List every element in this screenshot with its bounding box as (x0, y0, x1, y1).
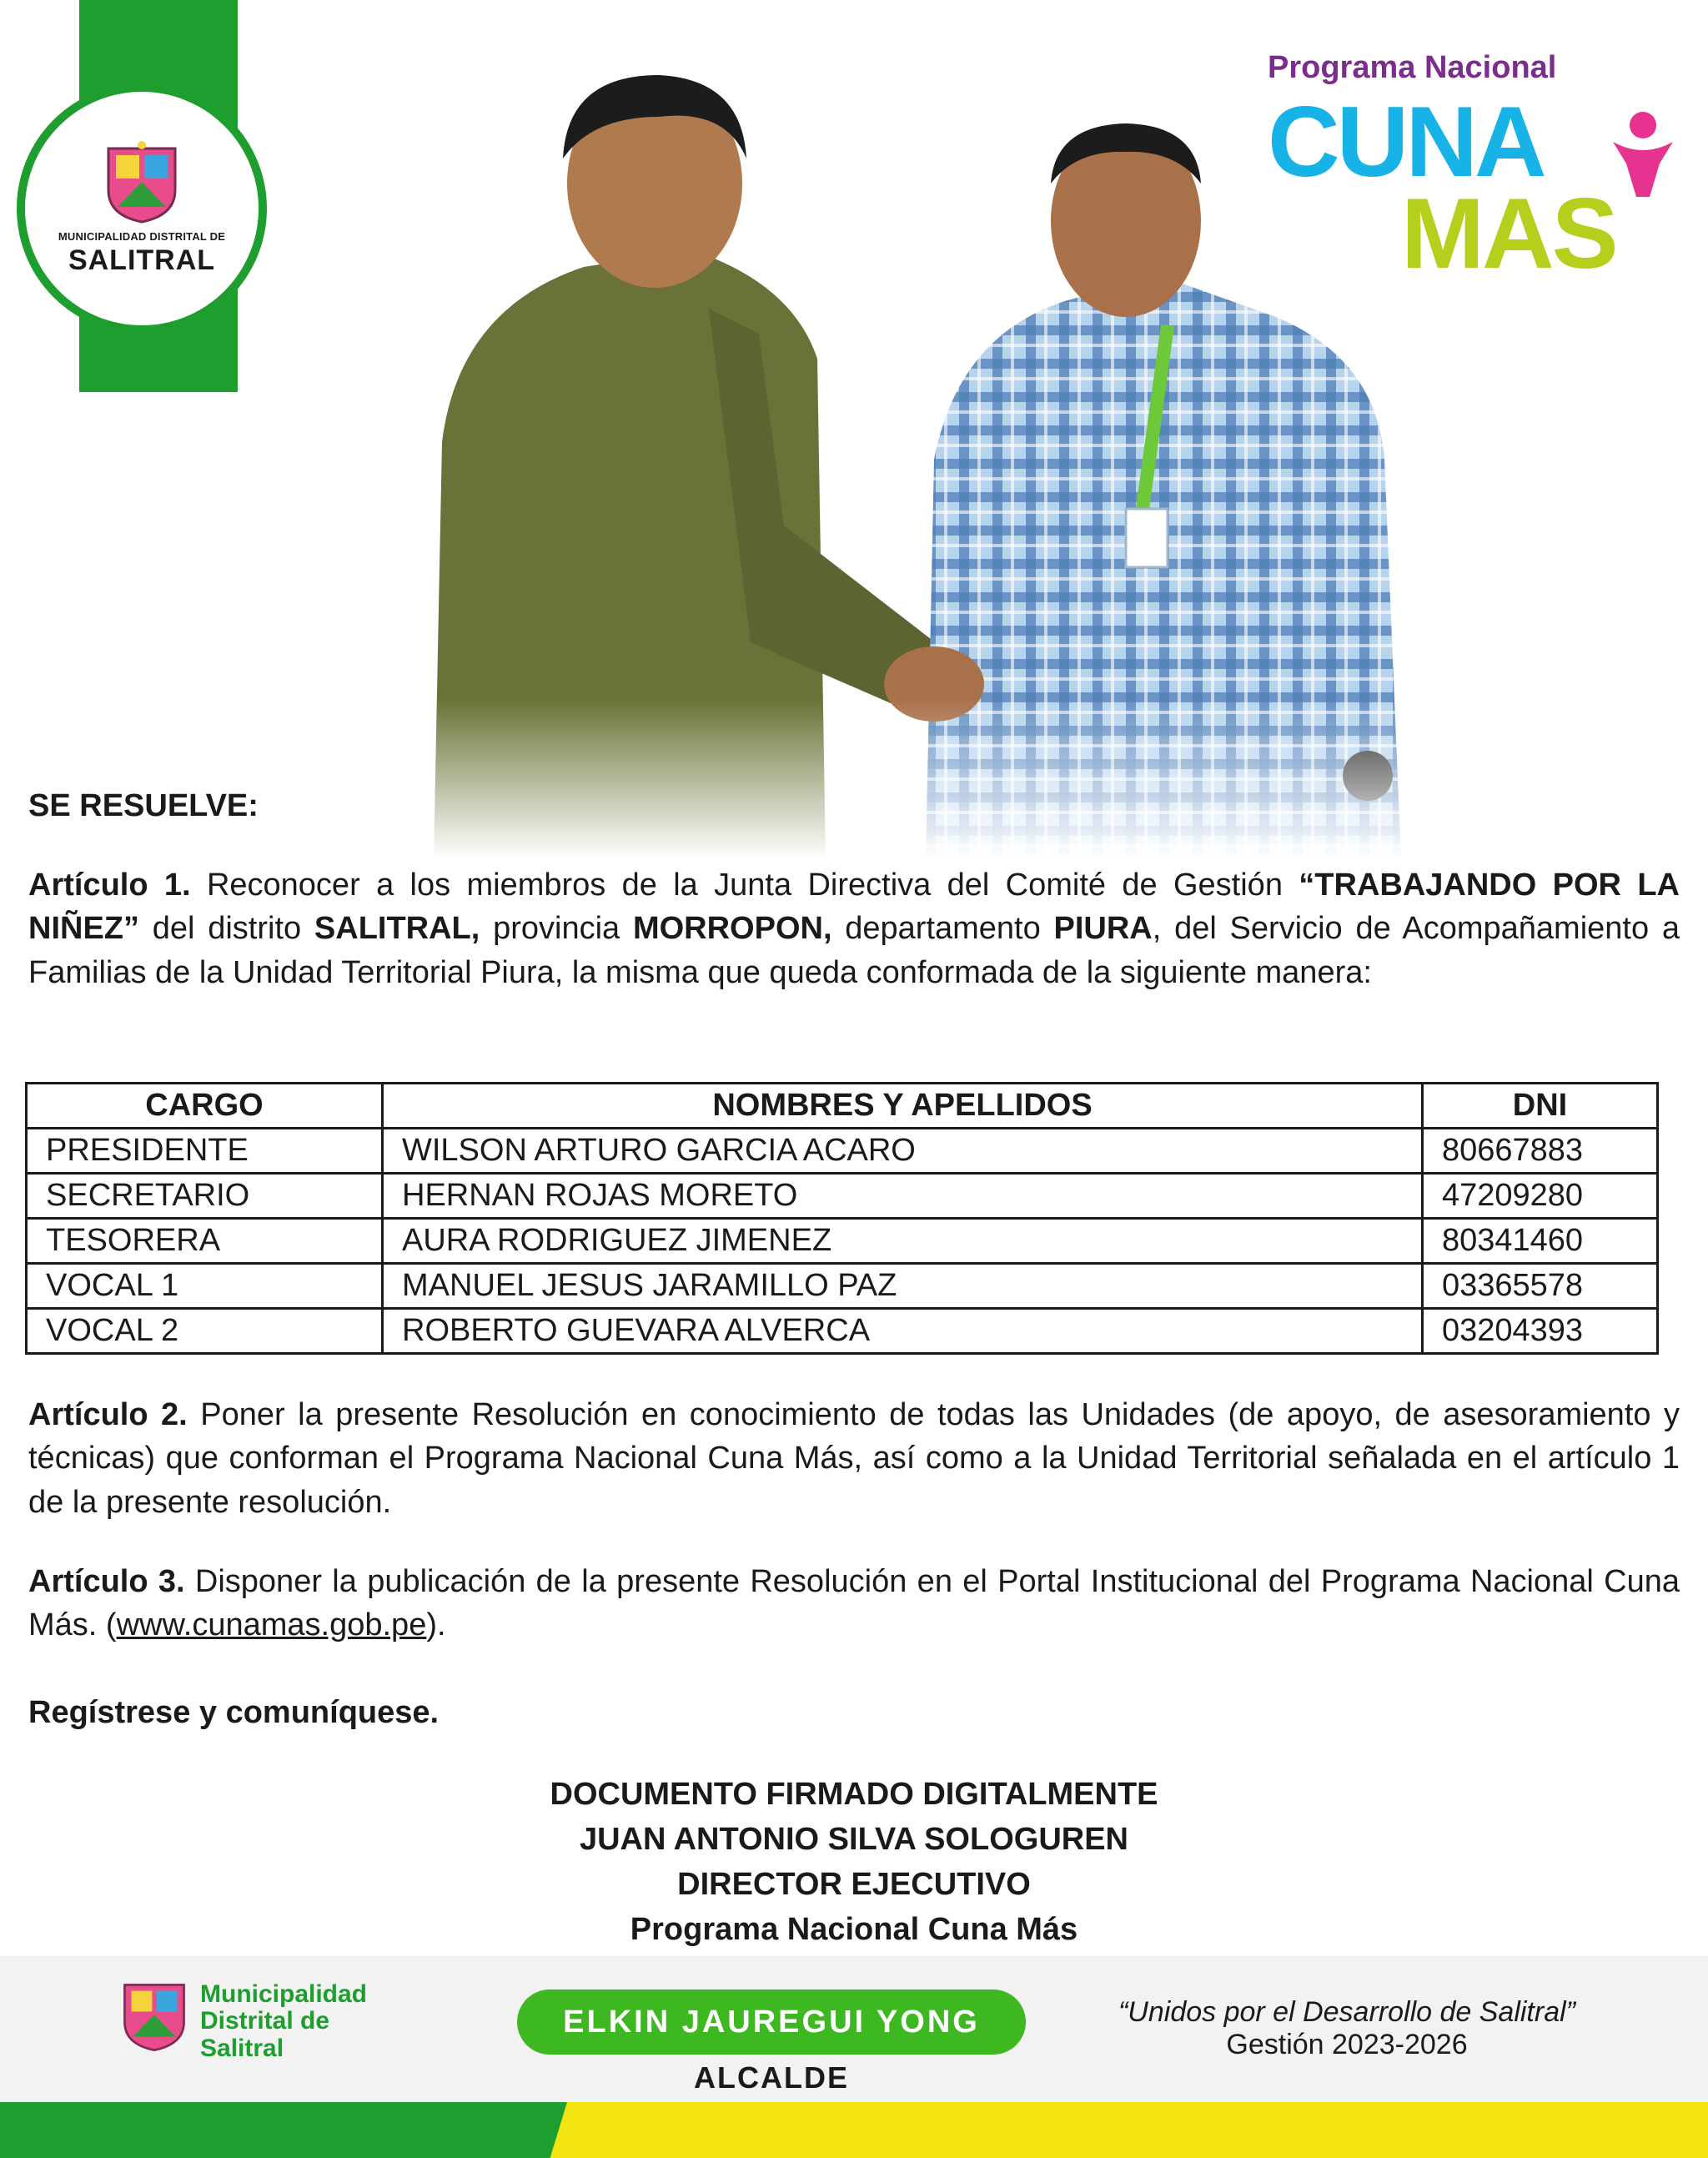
footer-muni-line-2: Distrital de (200, 2007, 330, 2035)
cell-dni: 03204393 (1423, 1309, 1658, 1354)
article-3 (28, 1560, 1680, 1647)
website-link[interactable]: www.cunamas.gob.pe (116, 1607, 427, 1643)
cell-cargo: TESORERA (27, 1219, 383, 1264)
footer-muni-line-3: Salitral (200, 2034, 284, 2062)
table-row (27, 1264, 1658, 1309)
district-name: SALITRAL, (314, 911, 480, 947)
cell-dni: 80667883 (1423, 1129, 1658, 1174)
resolve-title: SE RESUELVE: (28, 788, 259, 823)
footer-muni-line-1: Municipalidad (200, 1980, 368, 2008)
footer-municipality-name (200, 1981, 367, 2062)
article-1-text-d: departamento (831, 911, 1054, 947)
footer-green-strip (0, 2102, 567, 2158)
term-label: Gestión 2023-2026 (1226, 2029, 1468, 2060)
cell-dni: 80341460 (1423, 1219, 1658, 1264)
article-2 (28, 1393, 1680, 1524)
cell-cargo: SECRETARIO (27, 1174, 383, 1219)
article-1-text-a: Reconocer a los miembros de la Junta Directiva del Comité de Gestión (190, 868, 1299, 903)
table-header-row (27, 1084, 1658, 1129)
closing-line: Regístrese y comuníquese. (28, 1695, 440, 1730)
table-row (27, 1174, 1658, 1219)
table-row (27, 1219, 1658, 1264)
department-name: PIURA (1053, 911, 1153, 947)
committee-name: “TRABAJANDO POR LA NIÑEZ” (28, 868, 1680, 947)
article-3-text: Disponer la publicación de la presente Resolución en el Portal Institucional del Programa Nacional Cuna Más. ( (28, 1564, 1680, 1643)
slogan: “Unidos por el Desarrollo de Salitral” (1118, 1996, 1575, 2028)
cell-nombre: WILSON ARTURO GARCIA ACARO (383, 1129, 1423, 1174)
cell-nombre: ROBERTO GUEVARA ALVERCA (383, 1309, 1423, 1354)
header-dni: DNI (1423, 1084, 1658, 1129)
program-label: Programa Nacional (1268, 50, 1557, 85)
municipal-crest-icon (104, 140, 179, 224)
article-2-text: Poner la presente Resolución en conocimiento de todas las Unidades (de apoyo, de asesoramiento y técnicas) que conforman el Programa Nacional Cuna Más, así como a la Unidad Territorial señalada en el artículo 1 de la presente resolución. (28, 1397, 1680, 1520)
article-1-text-e: , del Servicio de Acompañamiento a Familias de la Unidad Territorial Piura, la misma que queda conformada de la siguiente manera: (28, 911, 1680, 990)
cuna-mas-logo (1251, 50, 1685, 292)
logo-word-cuna: CUNA (1268, 86, 1544, 198)
cell-cargo: VOCAL 2 (27, 1309, 383, 1354)
article-1-text-c: provincia (480, 911, 633, 947)
cell-nombre: MANUEL JESUS JARAMILLO PAZ (383, 1264, 1423, 1309)
footer-crest-icon (121, 1977, 188, 2052)
cell-nombre: AURA RODRIGUEZ JIMENEZ (383, 1219, 1423, 1264)
signature-line-1: DOCUMENTO FIRMADO DIGITALMENTE (550, 1777, 1158, 1812)
article-3-tail: ). (426, 1607, 446, 1643)
board-members-table (25, 1082, 1659, 1355)
signature-line-3: DIRECTOR EJECUTIVO (677, 1866, 1031, 1902)
municipality-label-big: SALITRAL (68, 244, 216, 276)
article-2-label: Artículo 2. (28, 1397, 188, 1432)
municipality-label-small: MUNICIPALIDAD DISTRITAL DE (58, 230, 226, 243)
cell-cargo: VOCAL 1 (27, 1264, 383, 1309)
table-row (27, 1309, 1658, 1354)
article-1 (28, 863, 1680, 994)
article-3-label: Artículo 3. (28, 1564, 185, 1599)
signature-line-4: Programa Nacional Cuna Más (630, 1911, 1078, 1947)
cell-dni: 47209280 (1423, 1174, 1658, 1219)
municipality-badge (17, 83, 267, 334)
header-cargo: CARGO (27, 1084, 383, 1129)
logo-word-mas: MAS (1401, 178, 1616, 289)
cell-nombre: HERNAN ROJAS MORETO (383, 1174, 1423, 1219)
signature-line-2: JUAN ANTONIO SILVA SOLOGUREN (579, 1821, 1128, 1857)
signature-block (0, 1773, 1708, 1953)
table-row (27, 1129, 1658, 1174)
article-1-text-b: del distrito (139, 911, 314, 947)
mayor-role: ALCALDE (694, 2060, 849, 2095)
mayor-name-badge: ELKIN JAUREGUI YONG (517, 1989, 1026, 2055)
province-name: MORROPON, (632, 911, 832, 947)
header-nombres: NOMBRES Y APELLIDOS (383, 1084, 1423, 1129)
article-1-label: Artículo 1. (28, 868, 191, 903)
cell-cargo: PRESIDENTE (27, 1129, 383, 1174)
child-figure-icon (1610, 108, 1676, 200)
cell-dni: 03365578 (1423, 1264, 1658, 1309)
